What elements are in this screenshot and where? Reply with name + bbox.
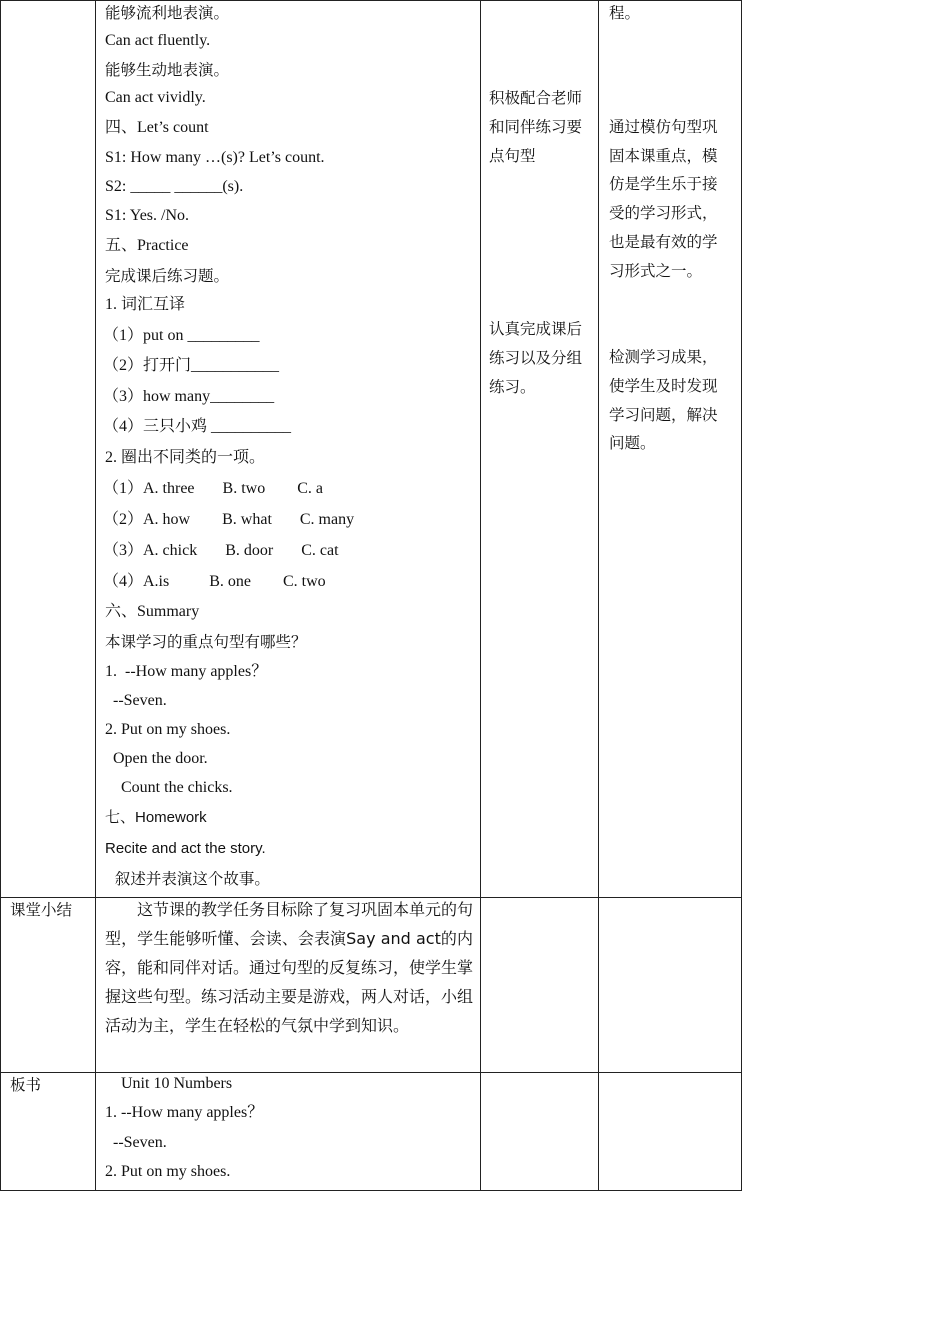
section-heading: 六、Summary: [105, 603, 200, 620]
table-border-right: [741, 0, 742, 1191]
table-border-left: [0, 0, 1, 1191]
exercise-item: （2）打开门___________: [103, 357, 280, 374]
process-line: S2: _____ ______(s).: [105, 178, 244, 195]
design-intent-line: 通过模仿句型巩: [609, 118, 718, 136]
process-line: 叙述并表演这个故事。: [105, 870, 270, 888]
student-activity-line: 认真完成课后: [489, 320, 583, 338]
design-intent-line: 问题。: [609, 434, 656, 452]
section-heading: 七、Homework: [105, 809, 207, 826]
board-label: 板书: [10, 1076, 42, 1094]
design-intent-line: 使学生及时发现: [609, 377, 718, 395]
process-line: Can act fluently.: [105, 32, 211, 49]
process-line: 本课学习的重点句型有哪些？: [105, 633, 307, 651]
exercise-item: （3）A. chick B. door C. cat: [103, 542, 339, 559]
table-border-bottom: [0, 1190, 742, 1191]
process-line: 2. 圈出不同类的一项。: [105, 449, 266, 466]
board-line: Unit 10 Numbers: [105, 1075, 233, 1092]
exercise-item: （1）put on _________: [103, 327, 260, 344]
student-activity-line: 练习以及分组: [489, 349, 583, 367]
process-line: Count the chicks.: [105, 779, 233, 796]
student-activity-line: 和同伴练习要: [489, 118, 583, 136]
process-line: 2. Put on my shoes.: [105, 721, 231, 738]
process-line: S1: Yes. /No.: [105, 207, 190, 224]
design-intent-line: 习形式之一。: [609, 262, 703, 280]
process-line: S1: How many …(s)? Let’s count.: [105, 149, 325, 166]
exercise-item: （1）A. three B. two C. a: [103, 480, 323, 497]
exercise-item: （2）A. how B. what C. many: [103, 511, 355, 528]
student-activity-line: 点句型: [489, 147, 536, 165]
table-divider-2: [480, 0, 481, 1191]
process-line: 1. --How many apples？: [105, 663, 268, 680]
design-intent-line: 仿是学生乐于接: [609, 175, 718, 193]
table-row-divider-2: [0, 1072, 742, 1073]
process-line: Can act vividly.: [105, 89, 206, 106]
section-heading: 五、Practice: [105, 237, 189, 254]
process-line: Recite and act the story.: [105, 840, 266, 857]
process-line: --Seven.: [105, 692, 167, 709]
exercise-item: （4）三只小鸡 __________: [103, 418, 292, 435]
student-activity-line: 练习。: [489, 378, 536, 396]
exercise-item: （4）A.is B. one C. two: [103, 573, 326, 590]
table-divider-1: [95, 0, 96, 1191]
design-intent-line: 学习问题，解决: [609, 406, 718, 424]
summary-text: 这节课的教学任务目标除了复习巩固本单元的句型，学生能够听懂、会读、会表演Say and act的内容，能和同伴对话。通过句型的反复练习，使学生掌握这些句型。练习活动主要是游戏，两人对话，小组活动为主，学生在轻松的气氛中学到知识。: [105, 900, 474, 1035]
design-intent-line: 检测学习成果，: [609, 348, 718, 366]
process-line: 能够流利地表演。: [105, 4, 230, 22]
board-line: 1. --How many apples？: [105, 1104, 264, 1121]
table-border-top: [0, 0, 742, 1]
summary-label: 课堂小结: [10, 901, 73, 919]
board-line: 2. Put on my shoes.: [105, 1163, 231, 1180]
design-intent-line: 固本课重点，模: [609, 147, 718, 165]
board-line: --Seven.: [105, 1134, 167, 1151]
process-line: 完成课后练习题。: [105, 267, 230, 285]
table-divider-3: [598, 0, 599, 1191]
design-intent-line: 受的学习形式，: [609, 204, 718, 222]
process-line: 能够生动地表演。: [105, 61, 230, 79]
section-heading: 四、Let’s count: [105, 119, 209, 136]
process-line: Open the door.: [105, 750, 208, 767]
design-intent-line: 也是最有效的学: [609, 233, 718, 251]
design-intent-line: 程。: [609, 4, 641, 22]
exercise-item: （3）how many________: [103, 388, 275, 405]
process-line: 1. 词汇互译: [105, 296, 186, 313]
student-activity-line: 积极配合老师: [489, 89, 583, 107]
